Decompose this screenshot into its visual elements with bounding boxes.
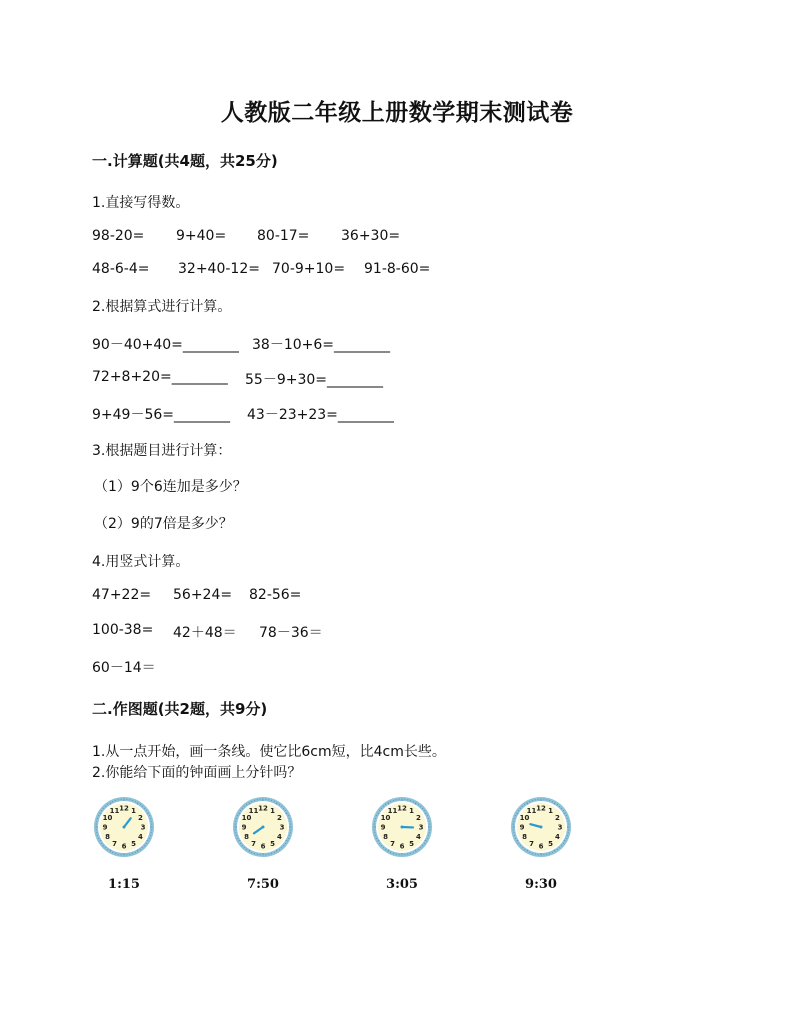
clock-number: 1	[131, 807, 136, 816]
page-title: 人教版二年级上册数学期末测试卷	[220, 99, 574, 126]
clock-number: 4	[138, 833, 143, 842]
clock-tick	[112, 801, 113, 802]
clock-tick	[515, 838, 516, 839]
clock-tick	[390, 801, 391, 802]
s2-q1: 1.从一点开始，画一条线。使它比6cm短，比4cm长些。	[92, 744, 446, 760]
clock-number: 9	[519, 823, 525, 832]
clock-number: 3	[557, 823, 563, 832]
clock-number: 10	[241, 814, 252, 823]
q3-item: （2）9的7倍是多少？	[94, 516, 233, 532]
clock-number: 5	[131, 840, 136, 849]
clock-face[interactable]	[93, 796, 155, 858]
clock-number: 12	[119, 804, 129, 813]
s2-q2: 2.你能给下面的钟面画上分针吗？	[92, 765, 302, 781]
clock-tick	[135, 801, 136, 802]
section2-heading: 二.作图题(共2题，共9分)	[92, 700, 268, 718]
q3-prompt: 3.根据题目进行计算：	[92, 443, 232, 459]
clock-number: 1	[409, 807, 414, 816]
clock-tick	[98, 815, 99, 816]
clock-number: 1	[270, 807, 275, 816]
clock-number: 4	[277, 833, 282, 842]
clock-tick	[98, 838, 99, 839]
clock-tick	[112, 852, 113, 853]
q1-item: 70-9+10=	[272, 261, 346, 277]
clock-number: 12	[258, 804, 268, 813]
clock-tick	[413, 852, 414, 853]
clock-tick	[566, 838, 567, 839]
clock-time-label: 9:30	[525, 877, 557, 892]
q1-item: 36+30=	[341, 228, 401, 244]
clock-number: 9	[102, 823, 108, 832]
clock-tick	[413, 801, 414, 802]
q3-item: （1）9个6连加是多少？	[94, 479, 247, 495]
q2-item: 9+49－56=________	[92, 407, 230, 423]
q2-item: 90－40+40=________	[92, 337, 239, 353]
q4-item: 42＋48＝	[173, 625, 237, 641]
clock-tick	[515, 815, 516, 816]
clock-tick	[251, 852, 252, 853]
clock-number: 3	[418, 823, 424, 832]
clock-time-label: 1:15	[108, 877, 140, 892]
q4-item: 100-38=	[92, 622, 154, 638]
clock-number: 9	[380, 823, 386, 832]
q1-item: 91-8-60=	[364, 261, 431, 277]
clock-tick	[552, 852, 553, 853]
clock-center	[540, 826, 543, 829]
clock-tick	[149, 815, 150, 816]
q4-item: 82-56=	[249, 587, 302, 603]
clock-center	[401, 826, 404, 829]
clock-number: 5	[270, 840, 275, 849]
clock-tick	[390, 852, 391, 853]
q1-item: 48-6-4=	[92, 261, 150, 277]
q2-item: 43－23+23=________	[247, 407, 394, 423]
clock-time-label: 3:05	[386, 877, 418, 892]
q4-item: 60－14＝	[92, 660, 156, 676]
q2-item: 72+8+20=________	[92, 369, 228, 385]
q1-prompt: 1.直接写得数。	[92, 195, 190, 211]
q4-item: 56+24=	[173, 587, 233, 603]
clock-number: 6	[538, 842, 544, 851]
clock-number: 4	[555, 833, 560, 842]
clock-number: 3	[140, 823, 146, 832]
clock-center	[262, 826, 265, 829]
section1-heading: 一.计算题(共4题，共25分)	[92, 152, 278, 170]
clock-center	[123, 826, 126, 829]
clock-number: 8	[522, 833, 527, 842]
clock-number: 11	[387, 807, 398, 816]
q2-prompt: 2.根据算式进行计算。	[92, 299, 232, 315]
q4-item: 47+22=	[92, 587, 152, 603]
clock-number: 1	[548, 807, 553, 816]
clock-tick	[251, 801, 252, 802]
clock-tick	[529, 801, 530, 802]
q2-item: 38－10+6=________	[252, 337, 390, 353]
clock-tick	[566, 815, 567, 816]
clock-number: 7	[390, 840, 395, 849]
clock-tick	[427, 815, 428, 816]
clock-face[interactable]	[510, 796, 572, 858]
clock-number: 2	[555, 814, 560, 823]
clock-number: 8	[105, 833, 110, 842]
q4-prompt: 4.用竖式计算。	[92, 554, 190, 570]
clock-face[interactable]	[232, 796, 294, 858]
clock-tick	[376, 838, 377, 839]
clock-number: 2	[277, 814, 282, 823]
clock-number: 7	[529, 840, 534, 849]
clock-number: 11	[248, 807, 259, 816]
clock-number: 9	[241, 823, 247, 832]
clock-number: 2	[138, 814, 143, 823]
clock-tick	[529, 852, 530, 853]
clock-tick	[552, 801, 553, 802]
clock-tick	[149, 838, 150, 839]
clock-tick	[237, 838, 238, 839]
clock-number: 12	[397, 804, 407, 813]
clock-time-label: 7:50	[247, 877, 279, 892]
clock-number: 10	[519, 814, 530, 823]
clock-number: 2	[416, 814, 421, 823]
clock-number: 6	[399, 842, 405, 851]
clock-tick	[274, 801, 275, 802]
clock-number: 8	[383, 833, 388, 842]
q4-item: 78－36＝	[259, 625, 323, 641]
clock-tick	[376, 815, 377, 816]
clock-number: 11	[526, 807, 537, 816]
clock-number: 11	[109, 807, 120, 816]
clock-tick	[427, 838, 428, 839]
clock-tick	[135, 852, 136, 853]
clock-number: 7	[112, 840, 117, 849]
clock-number: 4	[416, 833, 421, 842]
q1-item: 9+40=	[176, 228, 227, 244]
clock-number: 10	[380, 814, 391, 823]
clock-number: 8	[244, 833, 249, 842]
clock-tick	[274, 852, 275, 853]
clock-number: 5	[548, 840, 553, 849]
clock-number: 3	[279, 823, 285, 832]
clock-number: 12	[536, 804, 546, 813]
clock-number: 5	[409, 840, 414, 849]
clock-face[interactable]	[371, 796, 433, 858]
clock-number: 6	[260, 842, 266, 851]
clock-tick	[237, 815, 238, 816]
clock-number: 10	[102, 814, 113, 823]
q1-item: 32+40-12=	[178, 261, 260, 277]
clock-tick	[288, 838, 289, 839]
q2-item: 55－9+30=________	[245, 372, 383, 388]
clock-number: 7	[251, 840, 256, 849]
q1-item: 98-20=	[92, 228, 145, 244]
clock-tick	[288, 815, 289, 816]
clock-number: 6	[121, 842, 127, 851]
q1-item: 80-17=	[257, 228, 310, 244]
